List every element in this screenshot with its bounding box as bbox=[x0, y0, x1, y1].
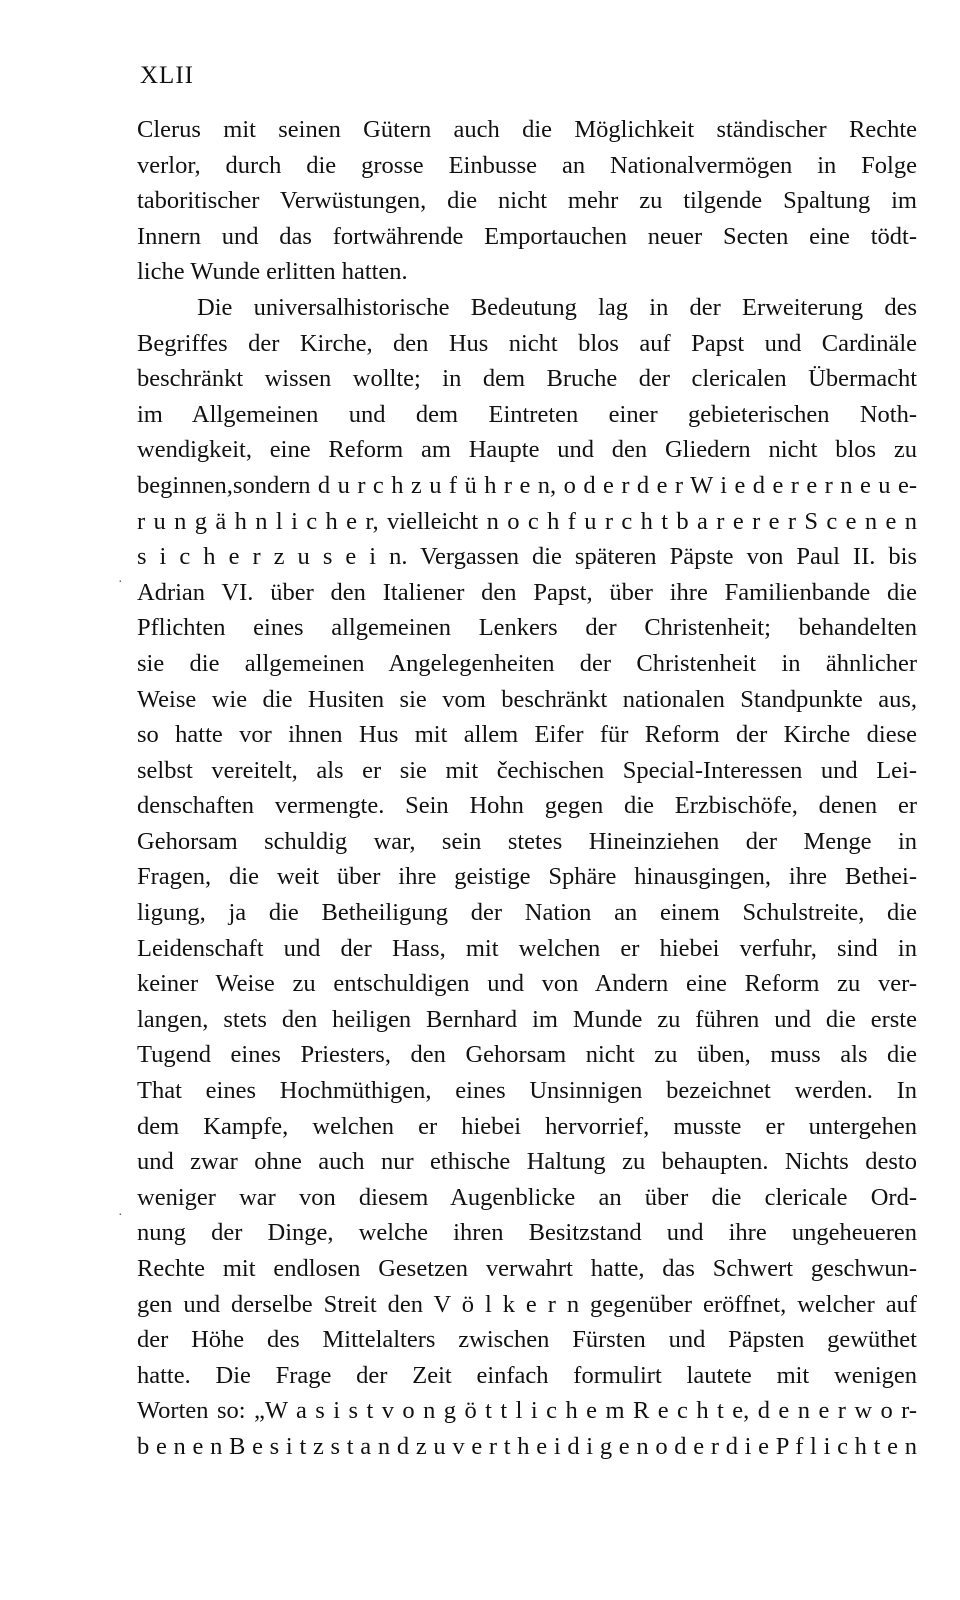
text-line: liche Wunde erlitten hatten. bbox=[137, 258, 408, 286]
text-line: denschaften vermengte. Sein Hohn gegen die Erzbischöfe, denen er bbox=[137, 792, 917, 820]
text-line: Rechte mit endlosen Gesetzen verwahrt hatte, das Schwert geschwun- bbox=[137, 1255, 917, 1282]
text-line: gen und derselbe Streit den V ö l k e r n gegenüber eröffnet, welcher auf bbox=[137, 1290, 917, 1318]
text-line: b e n e n B e s i t z s t a n d z u v e r t h e i d i g e n o d e r d i e P f l i c h t e n bbox=[137, 1432, 917, 1460]
page-number: XLII bbox=[140, 62, 194, 89]
text-line: dem Kampfe, welchen er hiebei hervorrief, musste er untergehen bbox=[137, 1112, 917, 1140]
text-line: beginnen,sondern d u r c h z u f ü h r e n, o d e r d e r W i e d e r e r n e u e- bbox=[137, 471, 917, 499]
text-line: beschränkt wissen wollte; in dem Bruche der clericalen Übermacht bbox=[137, 365, 917, 393]
text-line: Die universalhistorische Bedeutung lag in der Erweiterung des bbox=[197, 293, 917, 321]
text-line: wendigkeit, eine Reform am Haupte und den Gliedern nicht blos zu bbox=[137, 436, 917, 464]
text-line: hatte. Die Frage der Zeit einfach formulirt lautete mit wenigen bbox=[137, 1361, 917, 1389]
text-line: im Allgemeinen und dem Eintreten einer gebieterischen Noth- bbox=[137, 400, 917, 428]
text-line: sie die allgemeinen Angelegenheiten der Christenheit in ähnlicher bbox=[137, 649, 917, 677]
text-line: Pflichten eines allgemeinen Lenkers der Christenheit; behandelten bbox=[137, 614, 917, 642]
margin-dot: · bbox=[118, 1208, 123, 1223]
text-line: Adrian VI. über den Italiener den Papst, über ihre Familienbande die bbox=[137, 578, 917, 606]
text-line: keiner Weise zu entschuldigen und von Andern eine Reform zu ver- bbox=[137, 970, 917, 998]
text-line: Weise wie die Husiten sie vom beschränkt nationalen Standpunkte aus, bbox=[137, 685, 917, 713]
text-line: Begriffes der Kirche, den Hus nicht blos auf Papst und Cardinäle bbox=[137, 329, 917, 357]
text-line: selbst vereitelt, als er sie mit čechischen Special-Interessen und Lei- bbox=[137, 756, 917, 784]
text-line: verlor, durch die grosse Einbusse an Nationalvermögen in Folge bbox=[137, 151, 917, 179]
text-line: Tugend eines Priesters, den Gehorsam nicht zu üben, muss als die bbox=[137, 1041, 917, 1069]
margin-dot: · bbox=[118, 575, 123, 590]
text-line: r u n g ä h n l i c h e r, vielleicht n o c h f u r c h t b a r e r e r S c e n e n bbox=[137, 507, 917, 535]
text-line: Worten so: „W a s i s t v o n g ö t t l i c h e m R e c h t e, d e n e r w o r- bbox=[137, 1397, 917, 1425]
text-line: so hatte vor ihnen Hus mit allem Eifer für Reform der Kirche diese bbox=[137, 721, 917, 749]
text-line: Fragen, die weit über ihre geistige Sphäre hinausgingen, ihre Bethei- bbox=[137, 863, 917, 891]
text-line: der Höhe des Mittelalters zwischen Fürsten und Päpsten gewüthet bbox=[137, 1326, 917, 1354]
text-line: That eines Hochmüthigen, eines Unsinnigen bezeichnet werden. In bbox=[137, 1077, 917, 1105]
text-line: ligung, ja die Betheiligung der Nation an einem Schulstreite, die bbox=[137, 899, 917, 927]
text-line: weniger war von diesem Augenblicke an über die clericale Ord- bbox=[137, 1183, 917, 1211]
text-line: langen, stets den heiligen Bernhard im Munde zu führen und die erste bbox=[137, 1005, 917, 1033]
text-line: Gehorsam schuldig war, sein stetes Hineinziehen der Menge in bbox=[137, 827, 917, 855]
text-line: Innern und das fortwährende Emportauchen neuer Secten eine tödt- bbox=[137, 222, 917, 250]
body-text bbox=[137, 112, 917, 1465]
text-line: s i c h e r z u s e i n. Vergassen die späteren Päpste von Paul II. bis bbox=[137, 543, 917, 571]
text-line: taboritischer Verwüstungen, die nicht mehr zu tilgende Spaltung im bbox=[137, 187, 917, 215]
text-line: Clerus mit seinen Gütern auch die Möglichkeit ständischer Rechte bbox=[137, 116, 917, 143]
text-line: Leidenschaft und der Hass, mit welchen er hiebei verfuhr, sind in bbox=[137, 934, 917, 962]
text-line: und zwar ohne auch nur ethische Haltung zu behaupten. Nichts desto bbox=[137, 1148, 917, 1176]
text-line: nung der Dinge, welche ihren Besitzstand und ihre ungeheueren bbox=[137, 1219, 917, 1247]
